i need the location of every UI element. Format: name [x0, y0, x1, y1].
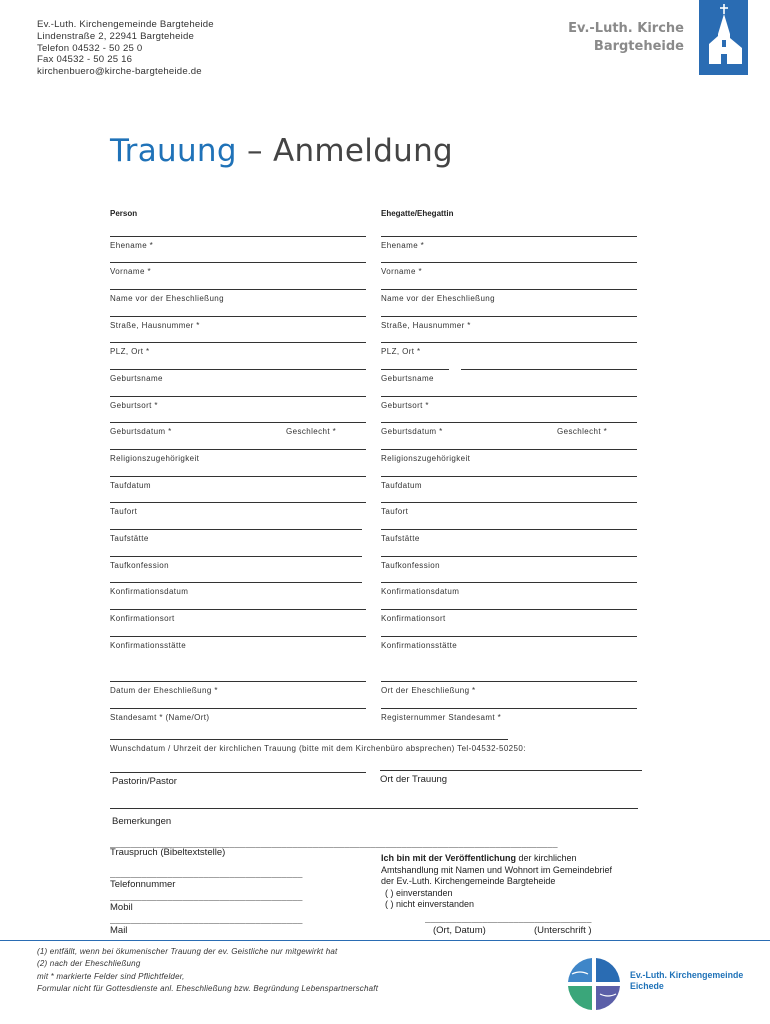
- field-geburtsname-person[interactable]: [110, 369, 366, 396]
- line-trauspruch[interactable]: ______________________________________________________________________________________: [110, 838, 558, 848]
- field-konfirmationsort-person[interactable]: [110, 609, 366, 636]
- footnote: (2) nach der Eheschließung: [37, 959, 141, 969]
- consent-line1: der kirchlichen: [516, 853, 577, 863]
- address-line: Ev.-Luth. Kirchengemeinde Bargteheide: [37, 19, 214, 30]
- field-label: Vorname *: [381, 267, 422, 276]
- field-label: Ehename *: [110, 241, 154, 250]
- field-label: PLZ, Ort *: [381, 347, 421, 356]
- field-label: Konfirmationsort: [110, 614, 175, 623]
- field-label: Konfirmationsstätte: [110, 641, 187, 650]
- field-taufstaette-person[interactable]: [110, 529, 362, 556]
- footer-brand-line2: Eichede: [630, 981, 664, 991]
- address-line: Lindenstraße 2, 22941 Bargteheide: [37, 30, 195, 42]
- extra-line: [461, 369, 637, 370]
- field-label: Geburtsname: [381, 374, 434, 383]
- field-taufkonfession-spouse[interactable]: [381, 556, 637, 583]
- field-label: Ort der Eheschließung *: [381, 686, 476, 695]
- field-label: Standesamt * (Name/Ort): [110, 713, 210, 722]
- line-mail[interactable]: _____________________________________: [110, 914, 303, 924]
- field-registernummer[interactable]: [381, 708, 637, 735]
- field-taufstaette-spouse[interactable]: [381, 529, 637, 556]
- extra-line: [461, 342, 637, 343]
- field-taufort-person[interactable]: [110, 502, 366, 529]
- field-plz-ort-person[interactable]: [110, 342, 366, 369]
- field-taufort-spouse[interactable]: [381, 502, 637, 529]
- label-bemerkungen: Bemerkungen: [112, 816, 172, 827]
- field-ehename-spouse[interactable]: [381, 236, 637, 263]
- title-rest: – Anmeldung: [236, 133, 454, 169]
- line-ort-trauung: [380, 770, 642, 771]
- field-label: Datum der Eheschließung *: [110, 686, 218, 695]
- church-brand: [568, 20, 684, 56]
- field-label: Taufstätte: [110, 534, 149, 543]
- field-geburtsort-spouse[interactable]: [381, 396, 637, 423]
- consent-block: [381, 853, 643, 911]
- line-telefon[interactable]: _____________________________________: [110, 868, 303, 878]
- field-label-geschlecht: Geschlecht *: [286, 427, 337, 436]
- field-label: Wunschdatum / Uhrzeit der kirchlichen Trauung (bitte mit dem Kirchenbüro absprechen) Tel-04532-50250:: [110, 744, 526, 753]
- field-standesamt[interactable]: [110, 708, 366, 735]
- label-trauspruch: Trauspruch (Bibeltextstelle): [110, 847, 226, 858]
- title-accent: Trauung: [110, 133, 237, 169]
- field-geburtsname-spouse[interactable]: [381, 369, 449, 396]
- field-konfirmationsdatum-person[interactable]: [110, 582, 362, 609]
- label-telefon: Telefonnummer: [110, 879, 176, 890]
- field-label: Geburtsdatum *: [110, 427, 172, 436]
- field-label: Taufdatum: [110, 481, 151, 490]
- field-label: Konfirmationsort: [381, 614, 446, 623]
- field-plz-ort-spouse[interactable]: [381, 342, 637, 369]
- field-label: Geburtsort *: [110, 401, 158, 410]
- field-datum-eheschliessung[interactable]: [110, 681, 366, 708]
- field-label: Religionszugehörigkeit: [110, 454, 200, 463]
- address-line: Fax 04532 - 50 25 16: [37, 54, 133, 66]
- field-label: Geburtsdatum *: [381, 427, 443, 436]
- field-religion-person[interactable]: [110, 449, 366, 476]
- footer-brand: [630, 970, 743, 992]
- field-label: Ehename *: [381, 241, 425, 250]
- footer-brand-line1: Ev.-Luth. Kirchengemeinde: [630, 970, 744, 980]
- field-label-geschlecht: Geschlecht *: [557, 427, 608, 436]
- field-label: Konfirmationsstätte: [381, 641, 458, 650]
- field-geburtsname-vor-ehe-person[interactable]: [110, 289, 366, 316]
- address-line: kirchenbuero@kirche-bargteheide.de: [37, 66, 202, 78]
- field-label: PLZ, Ort *: [110, 347, 150, 356]
- line-signature[interactable]: ________________________________: [425, 913, 592, 923]
- footer-divider: [0, 940, 770, 941]
- field-label: Name vor der Eheschließung: [110, 294, 225, 303]
- consent-line3: der Ev.-Luth. Kirchengemeinde Bargteheide: [381, 876, 556, 887]
- field-religion-spouse[interactable]: [381, 449, 637, 476]
- field-label: Vorname *: [110, 267, 151, 276]
- consent-bold: Ich bin mit der Veröffentlichung: [381, 853, 517, 863]
- footnote: Formular nicht für Gottesdienste anl. Eheschließung bzw. Begründung Lebenspartnerschaft: [37, 984, 379, 994]
- field-wunschdatum[interactable]: [110, 739, 526, 766]
- footnote: mit * markierte Felder sind Pflichtfelder,: [37, 971, 185, 981]
- field-ehename-person[interactable]: [110, 236, 366, 263]
- page-title: [110, 133, 453, 169]
- label-ort-trauung: Ort der Trauung: [380, 774, 448, 785]
- line-bemerkungen[interactable]: [110, 808, 638, 809]
- label-ort-datum: (Ort, Datum): [433, 925, 486, 936]
- field-geburtsdatum-person[interactable]: [110, 422, 366, 449]
- field-label: Geburtsort *: [381, 401, 429, 410]
- heading-person: Person: [110, 209, 138, 218]
- sender-address: [37, 19, 214, 78]
- field-label: Registernummer Standesamt *: [381, 713, 502, 722]
- field-strasse-person[interactable]: [110, 316, 366, 343]
- field-ort-eheschliessung[interactable]: [381, 681, 637, 708]
- field-label: Straße, Hausnummer *: [381, 321, 471, 330]
- field-taufkonfession-person[interactable]: [110, 556, 362, 583]
- label-pastor: Pastorin/Pastor: [112, 776, 177, 787]
- field-vorname-person[interactable]: [110, 262, 366, 289]
- field-konfirmationsstaette-person[interactable]: [110, 636, 366, 663]
- field-konfirmationsstaette-spouse[interactable]: [381, 636, 637, 663]
- line-pastor: [110, 772, 366, 773]
- field-label: Taufdatum: [381, 481, 422, 490]
- field-label: Konfirmationsdatum: [381, 587, 460, 596]
- field-label: Taufkonfession: [381, 561, 440, 570]
- field-vorname-spouse[interactable]: [381, 262, 637, 289]
- label-mobil: Mobil: [110, 902, 133, 913]
- field-label: Name vor der Eheschließung: [381, 294, 496, 303]
- consent-line2: Amtshandlung mit Namen und Wohnort im Gemeindebrief: [381, 864, 612, 875]
- field-label: Religionszugehörigkeit: [381, 454, 471, 463]
- consent-option-no[interactable]: ( ) nicht einverstanden: [385, 899, 475, 910]
- field-taufdatum-person[interactable]: [110, 476, 366, 503]
- field-taufdatum-spouse[interactable]: [381, 476, 637, 503]
- field-geburtsort-person[interactable]: [110, 396, 366, 423]
- footnote: (1) entfällt, wenn bei ökumenischer Trauung der ev. Geistliche nur mitgewirkt hat: [37, 947, 338, 956]
- field-label: Konfirmationsdatum: [110, 587, 189, 596]
- heading-spouse: Ehegatte/Ehegattin: [381, 209, 454, 218]
- cross-emblem-icon: [566, 956, 622, 1012]
- line-mobil[interactable]: _____________________________________: [110, 891, 303, 901]
- field-konfirmationsort-spouse[interactable]: [381, 609, 637, 636]
- brand-line-2: Bargteheide: [593, 39, 684, 54]
- church-icon: [699, 0, 748, 75]
- field-label: Straße, Hausnummer *: [110, 321, 200, 330]
- field-strasse-spouse[interactable]: [381, 316, 637, 343]
- footnotes: [37, 946, 378, 996]
- brand-line-1: Ev.-Luth. Kirche: [568, 21, 684, 36]
- field-geburtsname-vor-ehe-spouse[interactable]: [381, 289, 637, 316]
- field-label: Taufort: [381, 507, 409, 516]
- label-mail: Mail: [110, 925, 128, 936]
- label-unterschrift: (Unterschrift ): [534, 925, 592, 936]
- consent-option-yes[interactable]: ( ) einverstanden: [385, 887, 453, 898]
- field-geburtsdatum-spouse[interactable]: [381, 422, 637, 449]
- field-label: Taufkonfession: [110, 561, 169, 570]
- field-konfirmationsdatum-spouse[interactable]: [381, 582, 637, 609]
- address-line: Telefon 04532 - 50 25 0: [37, 42, 143, 54]
- field-label: Taufstätte: [381, 534, 420, 543]
- field-label: Geburtsname: [110, 374, 163, 383]
- field-label: Taufort: [110, 507, 138, 516]
